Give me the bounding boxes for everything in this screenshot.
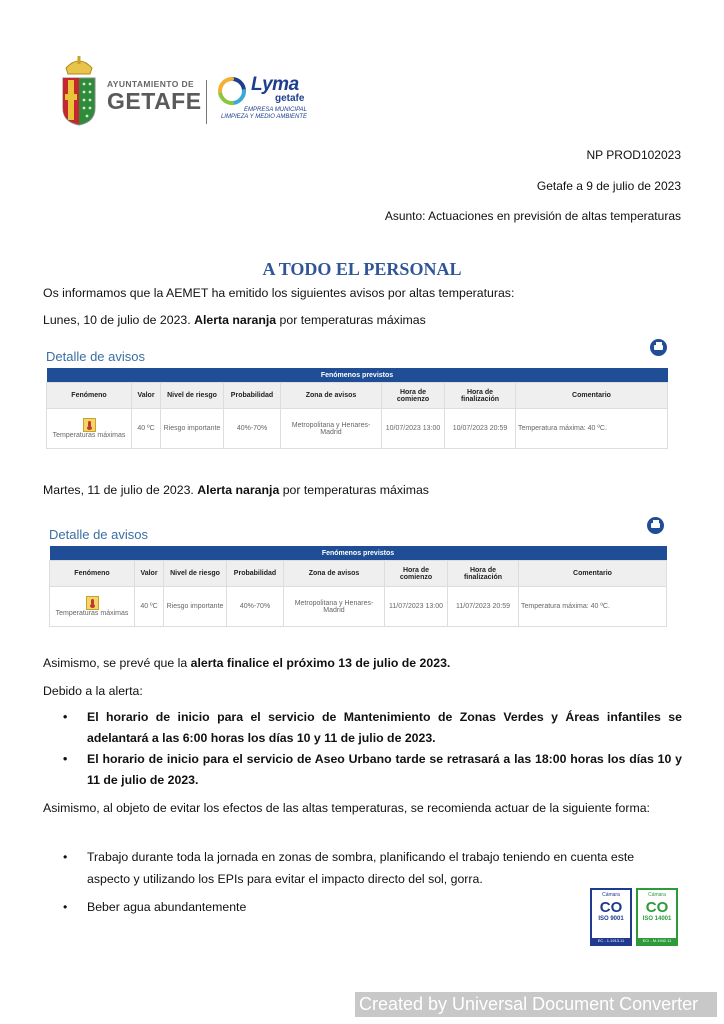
th-comentario: Comentario	[516, 383, 668, 409]
alert-line-monday	[43, 309, 682, 331]
document-subject: Asunto: Actuaciones en previsión de altas temperaturas	[384, 209, 681, 223]
alert-line-tuesday	[43, 479, 682, 501]
panel-title: Detalle de avisos	[49, 527, 148, 542]
cell-nivel: Riesgo importante	[164, 587, 227, 627]
intro-paragraph: Os informamos que la AEMET ha emitido los siguientes avisos por altas temperaturas:	[43, 286, 515, 300]
cell-zona: Metropolitana y Henares-Madrid	[281, 409, 382, 449]
alert-type: por temperaturas máximas	[276, 313, 426, 327]
cell-valor: 40 ºC	[132, 409, 161, 449]
cell-fin: 10/07/2023 20:59	[445, 409, 516, 449]
end-notice-text: Asimismo, se prevé que la	[43, 656, 191, 670]
measure-item: • El horario de inicio para el servicio de Mantenimiento de Zonas Verdes y Áreas infantiles se adelantará a las 6:00 horas los días 10 y 11 de julio de 2023.	[43, 707, 682, 749]
cell-fenomeno	[50, 587, 135, 627]
converter-watermark: Created by Universal Document Converter	[355, 992, 717, 1017]
cell-inicio: 11/07/2023 13:00	[385, 587, 448, 627]
measures-list	[43, 707, 682, 791]
th-zona: Zona de avisos	[281, 383, 382, 409]
document-date: Getafe a 9 de julio de 2023	[536, 179, 681, 193]
thermometer-icon	[83, 418, 96, 432]
cell-probabilidad: 40%-70%	[227, 587, 284, 627]
cell-comentario: Temperatura máxima: 40 ºC.	[516, 409, 668, 449]
table-row	[50, 587, 667, 627]
end-notice-bold: alerta finalice el próximo 13 de julio de 2023.	[190, 656, 451, 670]
page-title: A TODO EL PERSONAL	[262, 259, 462, 279]
fenomeno-text: Temperaturas máximas	[52, 432, 126, 439]
cell-comentario: Temperatura máxima: 40 ºC.	[519, 587, 667, 627]
due-to-line: Debido a la alerta:	[43, 684, 143, 698]
cell-fenomeno	[47, 409, 132, 449]
getafe-crest-icon	[60, 56, 98, 126]
lyma-description	[215, 107, 307, 121]
th-probabilidad: Probabilidad	[224, 383, 281, 409]
panel-title: Detalle de avisos	[46, 349, 145, 364]
th-inicio: Hora de comienzo	[385, 561, 448, 587]
th-nivel: Nivel de riesgo	[161, 383, 224, 409]
badge-standard: ISO 9001	[598, 916, 624, 922]
lyma-wordmark: Lyma	[251, 74, 299, 95]
th-probabilidad: Probabilidad	[227, 561, 284, 587]
recommendations-list	[43, 846, 643, 918]
th-fin: Hora de finalización	[448, 561, 519, 587]
th-fenomeno: Fenómeno	[50, 561, 135, 587]
badge-mark-icon: CO	[599, 899, 623, 916]
alert-type: por temperaturas máximas	[279, 483, 429, 497]
alert-level: Alerta naranja	[194, 313, 277, 327]
th-zona: Zona de avisos	[284, 561, 385, 587]
cell-nivel: Riesgo importante	[161, 409, 224, 449]
recommendation-item: • Beber agua abundantemente	[43, 896, 643, 918]
lyma-logo	[215, 74, 315, 126]
cell-zona: Metropolitana y Henares-Madrid	[284, 587, 385, 627]
recommend-intro: Asimismo, al objeto de evitar los efectos de las altas temperaturas, se recomienda actuar de la siguiente forma:	[43, 801, 650, 815]
getafe-logo	[60, 56, 210, 126]
badge-mark-icon: CO	[645, 899, 669, 916]
thermometer-icon	[86, 596, 99, 610]
table-bar-title: Fenómenos previstos	[47, 368, 668, 383]
reference-number: NP PROD102023	[586, 148, 681, 162]
th-nivel: Nivel de riesgo	[164, 561, 227, 587]
cell-inicio: 10/07/2023 13:00	[382, 409, 445, 449]
lyma-desc-line-1: EMPRESA MUNICIPAL	[243, 107, 307, 113]
recommendation-item: • Trabajo durante toda la jornada en zonas de sombra, planificando el trabajo teniendo en cuenta este aspecto y utilizando los EPIs para evitar el impacto directo del sol, gorra.	[43, 846, 643, 890]
end-notice	[43, 652, 682, 674]
fenomeno-text: Temperaturas máximas	[55, 610, 129, 617]
print-icon[interactable]	[647, 517, 664, 534]
logo-divider	[206, 80, 207, 124]
cell-probabilidad: 40%-70%	[224, 409, 281, 449]
badge-code: EC - 1.1913.11	[592, 938, 630, 944]
th-valor: Valor	[135, 561, 164, 587]
table-header-row	[47, 383, 668, 409]
getafe-small-text: AYUNTAMIENTO DE	[107, 79, 195, 89]
table-header-row	[50, 561, 667, 587]
print-icon[interactable]	[650, 339, 667, 356]
th-comentario: Comentario	[519, 561, 667, 587]
alert-level: Alerta naranja	[197, 483, 280, 497]
th-inicio: Hora de comienzo	[382, 383, 445, 409]
table-row	[47, 409, 668, 449]
table-bar-title: Fenómenos previstos	[50, 546, 667, 561]
avisos-panel-monday	[46, 349, 668, 449]
badge-code: ECI - M.1942.11	[638, 938, 676, 944]
getafe-wordmark	[107, 79, 202, 113]
cell-fin: 11/07/2023 20:59	[448, 587, 519, 627]
alert-day: Lunes, 10 de julio de 2023.	[43, 313, 195, 327]
th-valor: Valor	[132, 383, 161, 409]
th-fin: Hora de finalización	[445, 383, 516, 409]
lyma-desc-line-2: LIMPIEZA Y MEDIO AMBIENTE	[220, 114, 307, 120]
getafe-big-text: GETAFE	[107, 88, 202, 114]
badge-issuer: Cámara	[602, 892, 620, 898]
iso-14001-badge	[636, 888, 678, 946]
th-fenomeno: Fenómeno	[47, 383, 132, 409]
badge-standard: ISO 14001	[642, 916, 672, 922]
badge-issuer: Cámara	[648, 892, 666, 898]
alert-day: Martes, 11 de julio de 2023.	[43, 483, 198, 497]
avisos-panel-tuesday	[49, 527, 667, 627]
avisos-table	[46, 368, 668, 449]
lyma-swirl-icon	[217, 76, 247, 106]
avisos-table	[49, 546, 667, 627]
iso-9001-badge	[590, 888, 632, 946]
lyma-subtitle: getafe	[275, 93, 305, 104]
measure-item: • El horario de inicio para el servicio de Aseo Urbano tarde se retrasará a las 18:00 horas los días 10 y 11 de julio de 2023.	[43, 749, 682, 791]
cell-valor: 40 ºC	[135, 587, 164, 627]
